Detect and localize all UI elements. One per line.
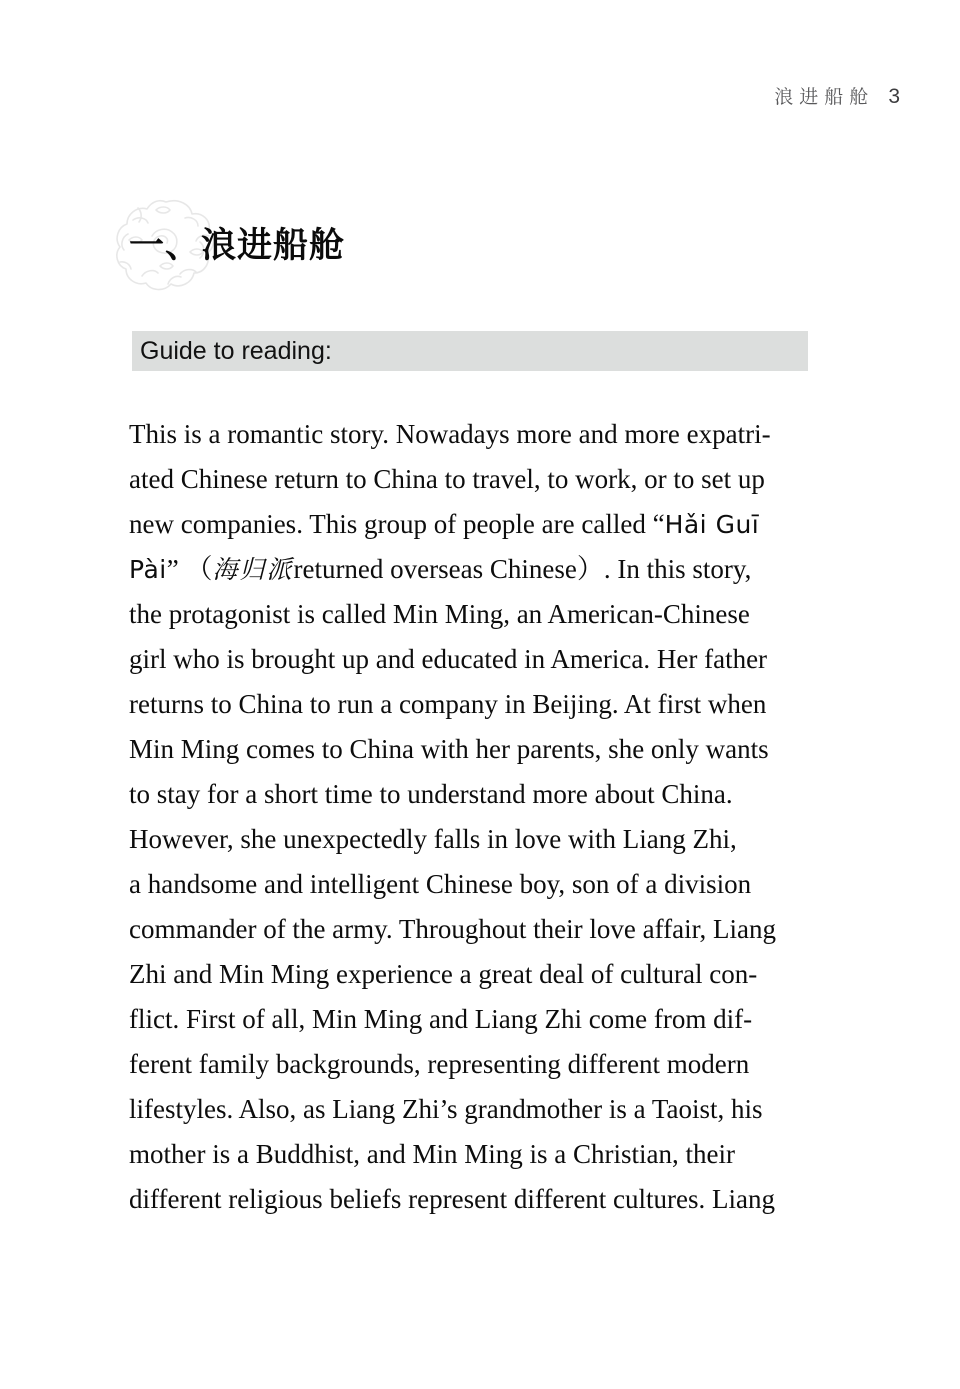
body-text-line: [129, 727, 811, 772]
body-text-line: [129, 1132, 811, 1177]
text-run: new companies. This group of people are called “: [129, 509, 665, 539]
text-run: ferent family backgrounds, representing different modern: [129, 1049, 750, 1079]
text-run: returns to China to run a company in Beijing. At first when: [129, 689, 767, 719]
text-run: returned overseas Chinese）. In this story,: [293, 554, 752, 584]
body-text-line: [129, 1042, 811, 1087]
running-head: [774, 82, 900, 109]
body-text-line: [129, 1087, 811, 1132]
body-text-line: [129, 682, 811, 727]
pinyin-text: Pài: [129, 555, 167, 584]
text-run: Min Ming comes to China with her parents, she only wants: [129, 734, 769, 764]
page-number: 3: [888, 85, 900, 108]
text-run: However, she unexpectedly falls in love with Liang Zhi,: [129, 824, 737, 854]
body-text-line: [129, 997, 811, 1042]
body-text-line: [129, 592, 811, 637]
text-run: This is a romantic story. Nowadays more and more expatri-: [129, 419, 771, 449]
body-text-line: [129, 952, 811, 997]
pinyin-text: Hǎi Guī: [664, 510, 760, 539]
text-run: different religious beliefs represent different cultures. Liang: [129, 1184, 776, 1214]
body-text-line: [129, 862, 811, 907]
guide-to-reading-label: Guide to reading:: [140, 336, 332, 365]
body-text-line: [129, 412, 811, 457]
body-paragraph: [129, 412, 811, 1222]
text-run: flict. First of all, Min Ming and Liang Zhi come from dif-: [129, 1004, 753, 1034]
guide-to-reading-banner: [132, 331, 808, 371]
text-run: a handsome and intelligent Chinese boy, son of a division: [129, 869, 752, 899]
body-text-line: [129, 772, 811, 817]
body-text-line: [129, 547, 811, 592]
chinese-term: 海归派: [212, 555, 294, 584]
body-text-line: [129, 907, 811, 952]
body-text-line: [129, 502, 811, 547]
text-run: commander of the army. Throughout their love affair, Liang: [129, 914, 776, 944]
body-text-line: [129, 637, 811, 682]
running-head-title: 浪进船舱: [774, 87, 875, 108]
chapter-title: 一、浪进船舱: [129, 225, 346, 266]
body-text-line: [129, 1177, 811, 1222]
text-run: mother is a Buddhist, and Min Ming is a Christian, their: [129, 1139, 735, 1169]
chapter-heading-block: [112, 196, 752, 296]
text-run: the protagonist is called Min Ming, an American-Chinese: [129, 599, 750, 629]
body-text-line: [129, 817, 811, 862]
text-run: ” （: [166, 554, 213, 584]
text-run: lifestyles. Also, as Liang Zhi’s grandmother is a Taoist, his: [129, 1094, 763, 1124]
body-text-line: [129, 457, 811, 502]
text-run: girl who is brought up and educated in America. Her father: [129, 644, 768, 674]
text-run: Zhi and Min Ming experience a great deal of cultural con-: [129, 959, 758, 989]
text-run: ated Chinese return to China to travel, to work, or to set up: [129, 464, 765, 494]
text-run: to stay for a short time to understand more about China.: [129, 779, 733, 809]
